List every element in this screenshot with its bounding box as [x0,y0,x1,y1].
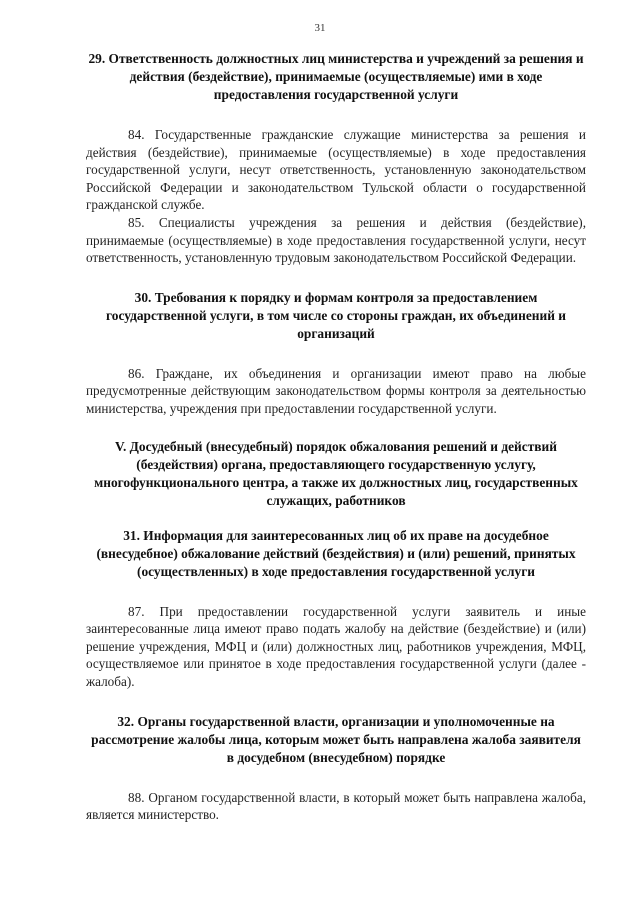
paragraph-88: 88. Органом государственной власти, в который может быть направлена жалоба, является министерство. [86,789,586,823]
page-number: 31 [314,22,326,34]
paragraph-86: 86. Граждане, их объединения и организации имеют право на любые предусмотренные действующим законодательством формы контроля за деятельностью министерства, учреждения при предоставлении государственной услуги. [86,365,586,416]
paragraph-87: 87. При предоставлении государственной услуги заявитель и иные заинтересованные лица имеют право подать жалобу на действие (бездействие) и (или) решение учреждения, МФЦ и (или) должностных лиц, работников учреждения, МФЦ, осуществляемое или принятое в ходе предоставления государственной услуги (далее - жалоба). [86,603,586,689]
section-31-heading: 31. Информация для заинтересованных лиц об их праве на досудебное (внесудебное) обжалование действий (бездействия) и (или) решений, принятых (осуществленных) в ходе предоставления государственной услуги [96,527,576,579]
paragraph-85: 85. Специалисты учреждения за решения и действия (бездействие), принимаемые (осуществляемые) в ходе предоставления государственной услуги, несут ответственность, установленную трудовым законодательством Российской Федерации. [86,214,586,266]
section-30-heading: 30. Требования к порядку и формам контроля за предоставлением государственной услуги, в том числе со стороны граждан, их объединений и организаций [106,289,566,341]
paragraph-84: 84. Государственные гражданские служащие министерства за решения и действия (бездействие), принимаемые (осуществляемые) в ходе предоставления государственной услуги, несут ответственность, установленную законодательством Российской Федерации и законодательством Тульской области о государственной гражданской службе. [86,127,586,213]
section-29-heading: 29. Ответственность должностных лиц министерства и учреждений за решения и действия (бездействие), принимаемые (осуществляемые) ими в ходе предоставления государственной услуги [88,51,584,102]
chapter-5-heading: V. Досудебный (внесудебный) порядок обжалования решений и действий (бездействия) органа, предоставляющего государственную услугу, многофункционального центра, а также их должностных лиц, государственных служащих, работников [94,438,578,508]
document-body [86,50,586,824]
section-32-heading: 32. Органы государственной власти, организации и уполномоченные на рассмотрение жалобы лица, которым может быть направлена жалоба заявителя в досудебном (внесудебном) порядке [91,713,581,765]
